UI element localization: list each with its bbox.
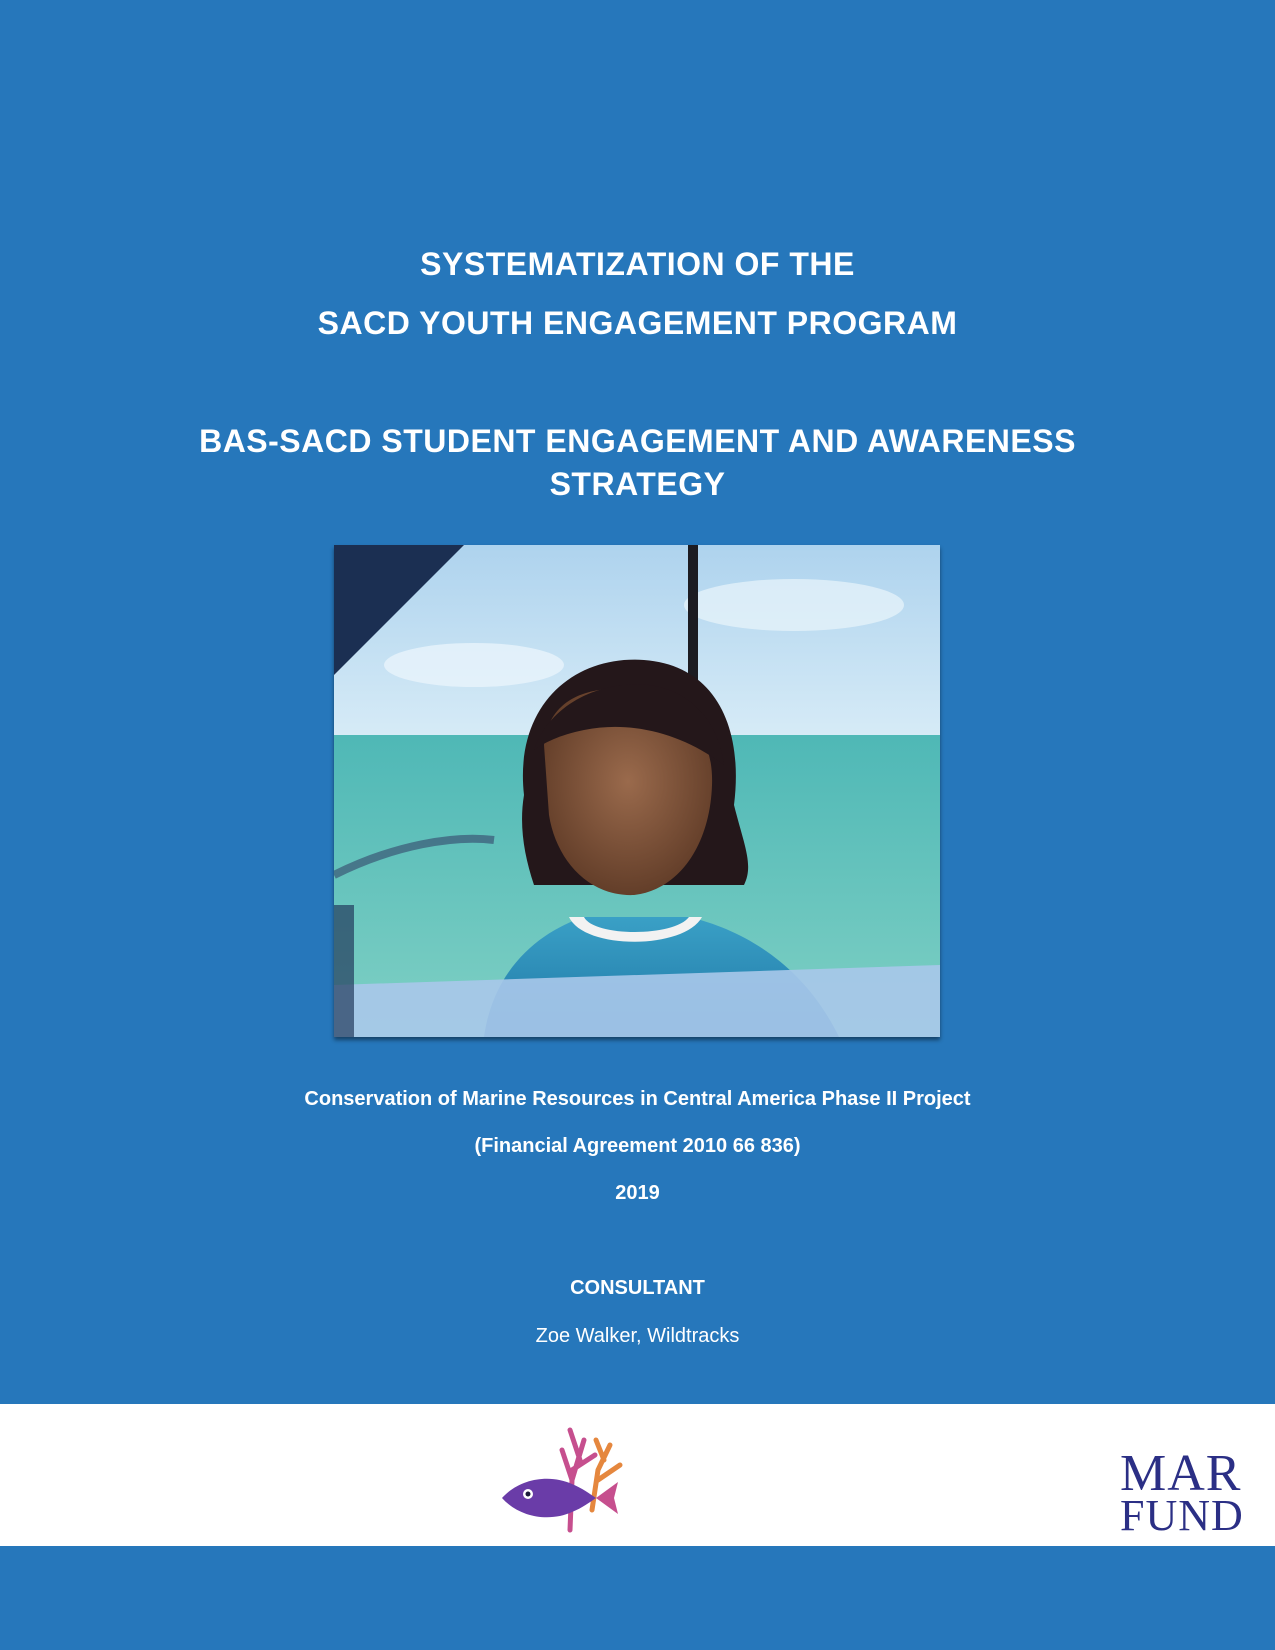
- consultant-name: Zoe Walker, Wildtracks: [535, 1325, 740, 1347]
- publication-year: 2019: [615, 1182, 660, 1204]
- logo-text-fund: FUND: [1120, 1491, 1244, 1540]
- logo-text-mar: MAR: [1120, 1445, 1242, 1502]
- title-line-2: SACD YOUTH ENGAGEMENT PROGRAM: [317, 305, 958, 341]
- coral-fish-icon: [500, 1410, 780, 1542]
- marfund-logo: [500, 1410, 1244, 1542]
- subtitle-line-1: BAS-SACD STUDENT ENGAGEMENT AND AWARENESS: [199, 423, 1076, 459]
- consultant-label: CONSULTANT: [570, 1277, 705, 1299]
- logo-band: [0, 1404, 1275, 1546]
- financial-agreement: (Financial Agreement 2010 66 836): [474, 1135, 801, 1157]
- project-name: Conservation of Marine Resources in Central America Phase II Project: [304, 1088, 971, 1110]
- subtitle-line-2: STRATEGY: [549, 466, 726, 502]
- cover-photo: [334, 545, 940, 1037]
- title-line-1: SYSTEMATIZATION OF THE: [420, 246, 855, 282]
